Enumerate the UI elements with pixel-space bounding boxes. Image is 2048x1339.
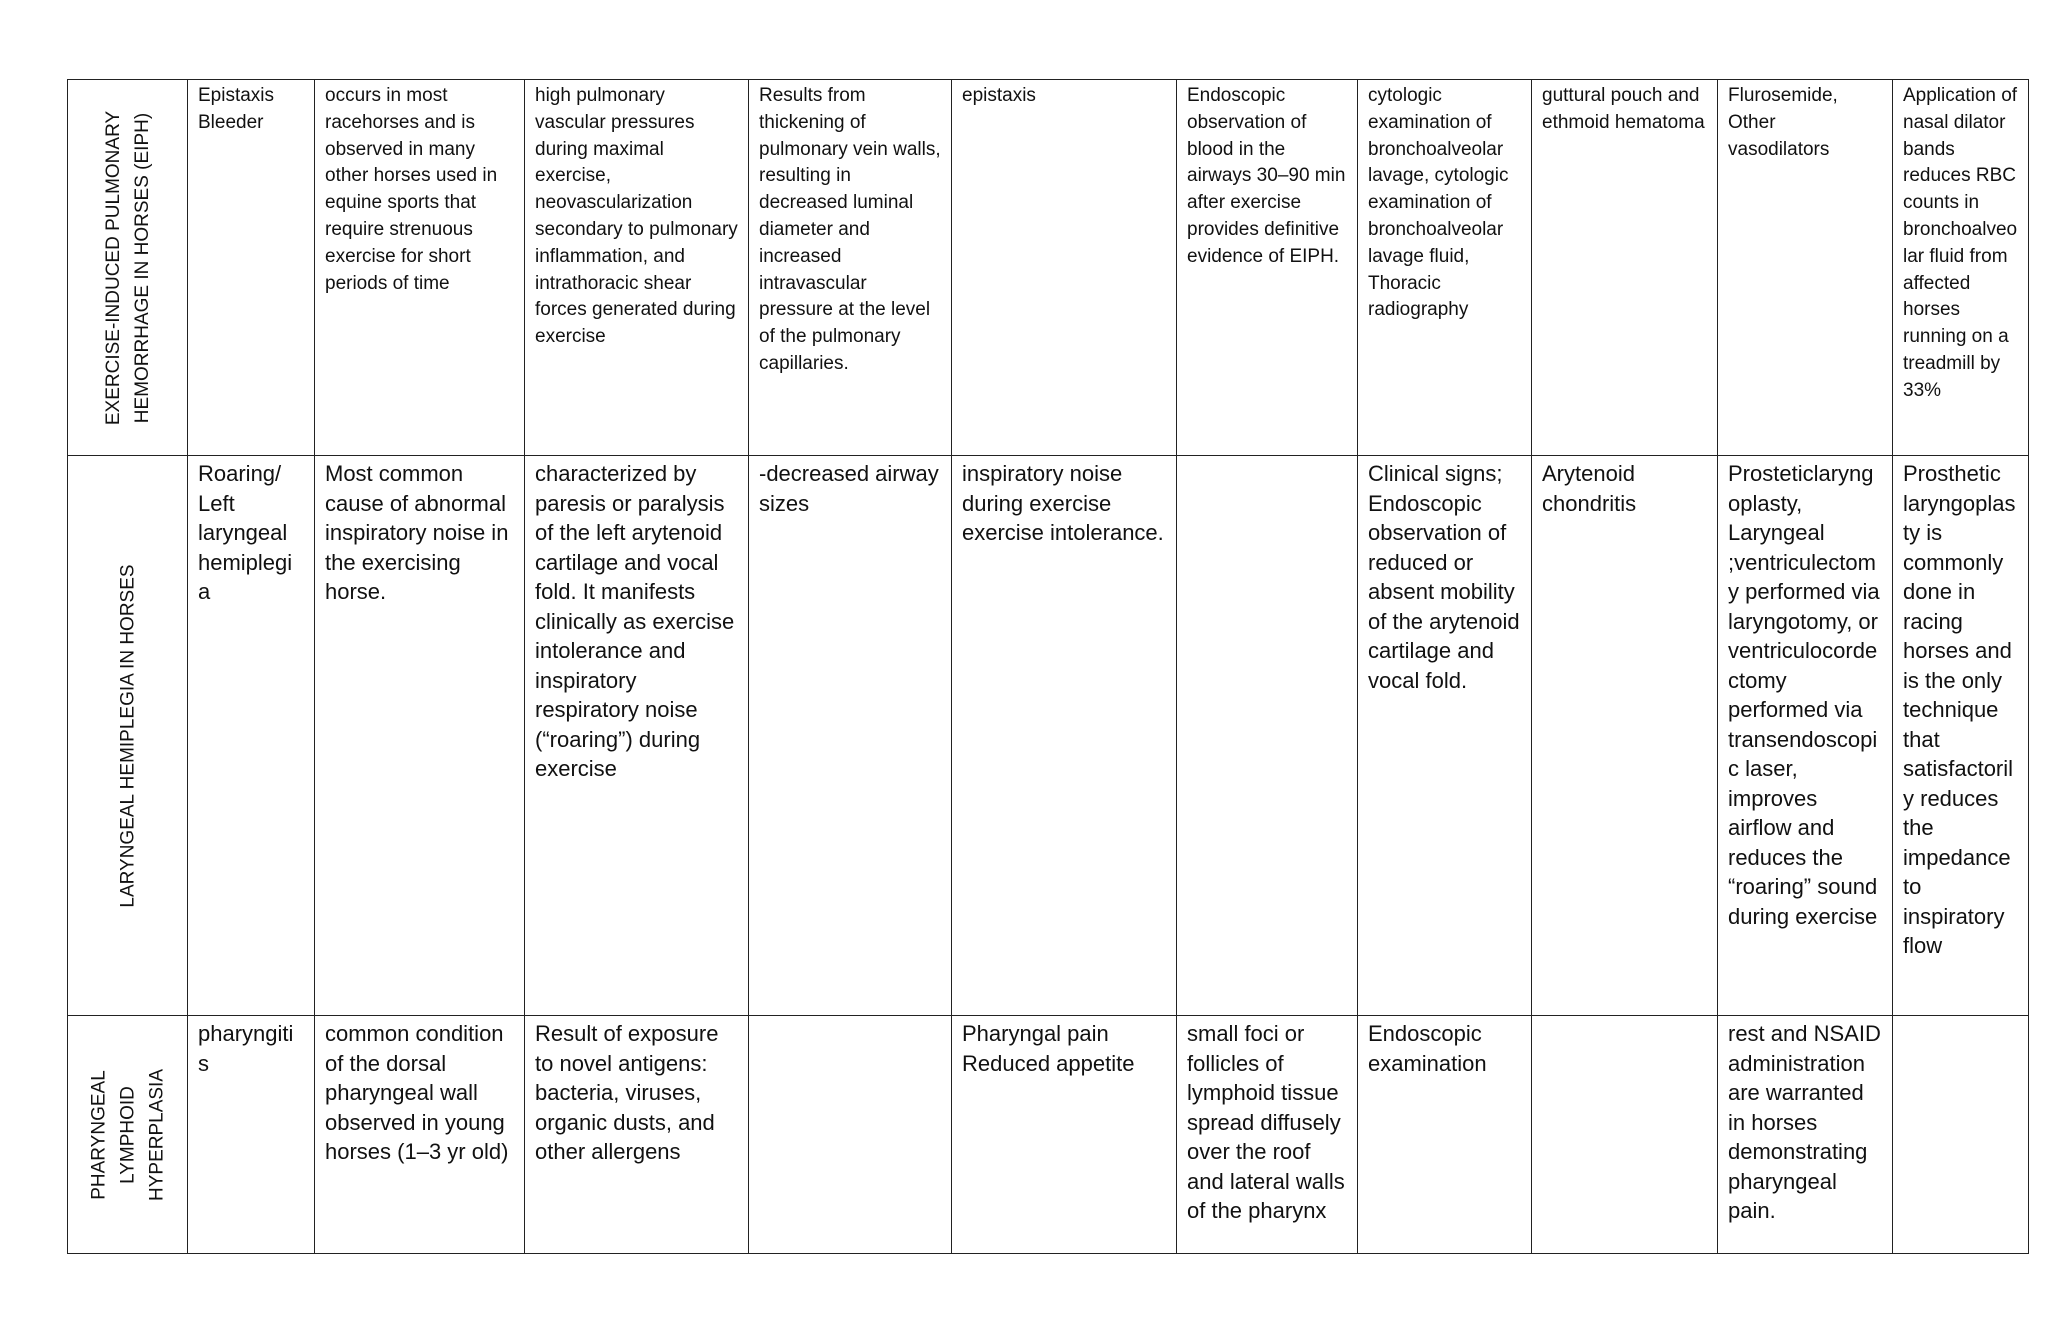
common-name-cell: Epistaxis Bleeder — [188, 80, 315, 456]
diagnosis-cell: Clinical signs; Endoscopic observation of reduced or absent mobility of the arytenoid cartilage and vocal fold. — [1358, 456, 1532, 1016]
treatment-cell: rest and NSAID administration are warranted in horses demonstrating pharyngeal pain. — [1718, 1016, 1893, 1254]
disease-name-cell — [68, 1016, 188, 1254]
common-name-cell: pharyngitis — [188, 1016, 315, 1254]
etiology-cell: characterized by paresis or paralysis of the left arytenoid cartilage and vocal fold. It manifests clinically as exercise intolerance and inspiratory respiratory noise (“roaring”) during exercise — [525, 456, 749, 1016]
treatment-cell: Prosteticlaryngoplasty, Laryngeal ;ventriculectomy performed via laryngotomy, or ventriculocordectomy performed via transendoscopic laser, improves airflow and reduces the “roaring” sound during exercise — [1718, 456, 1893, 1016]
control-cell — [1893, 1016, 2029, 1254]
disease-name: PHARYNGEAL LYMPHOID HYPERPLASIA — [88, 1068, 167, 1201]
pathogenesis-cell: Results from thickening of pulmonary vein walls, resulting in decreased luminal diameter and increased intravascular pressure at the level of the pulmonary capillaries. — [749, 80, 952, 456]
clinical-signs-cell: inspiratory noise during exercise exercise intolerance. — [952, 456, 1177, 1016]
clinical-signs-cell: epistaxis — [952, 80, 1177, 456]
treatment-cell: Flurosemide, Other vasodilators — [1718, 80, 1893, 456]
control-cell: Application of nasal dilator bands reduces RBC counts in bronchoalveolar fluid from affected horses running on a treadmill by 33% — [1893, 80, 2029, 456]
table-row-pharyngeal-hyperplasia — [68, 1016, 2029, 1254]
differential-cell: Arytenoid chondritis — [1532, 456, 1718, 1016]
disease-table — [67, 79, 2029, 1254]
lesions-cell: small foci or follicles of lymphoid tissue spread diffusely over the roof and lateral walls of the pharynx — [1177, 1016, 1358, 1254]
disease-name-cell — [68, 80, 188, 456]
occurrence-cell: Most common cause of abnormal inspiratory noise in the exercising horse. — [315, 456, 525, 1016]
occurrence-cell: common condition of the dorsal pharyngeal wall observed in young horses (1–3 yr old) — [315, 1016, 525, 1254]
diagnosis-cell: cytologic examination of bronchoalveolar lavage, cytologic examination of bronchoalveolar lavage fluid, Thoracic radiography — [1358, 80, 1532, 456]
common-name-cell: Roaring/ Left laryngeal hemiplegia — [188, 456, 315, 1016]
table-row-laryngeal-hemiplegia — [68, 456, 2029, 1016]
control-cell: Prosthetic laryngoplasty is commonly done in racing horses and is the only technique that satisfactorily reduces the impedance to inspiratory flow — [1893, 456, 2029, 1016]
disease-name-cell — [68, 456, 188, 1016]
table-row-eiph — [68, 80, 2029, 456]
occurrence-cell: occurs in most racehorses and is observed in many other horses used in equine sports that require strenuous exercise for short periods of time — [315, 80, 525, 456]
etiology-cell: high pulmonary vascular pressures during maximal exercise, neovascularization secondary to pulmonary inflammation, and intrathoracic shear forces generated during exercise — [525, 80, 749, 456]
pathogenesis-cell: -decreased airway sizes — [749, 456, 952, 1016]
diagnosis-cell: Endoscopic examination — [1358, 1016, 1532, 1254]
etiology-cell: Result of exposure to novel antigens: bacteria, viruses, organic dusts, and other allergens — [525, 1016, 749, 1254]
differential-cell — [1532, 1016, 1718, 1254]
disease-name: EXERCISE-INDUCED PULMONARY HEMORRHAGE IN HORSES (EIPH) — [102, 110, 153, 425]
disease-name: LARYNGEAL HEMIPLEGIA IN HORSES — [117, 563, 138, 908]
lesions-cell: Endoscopic observation of blood in the airways 30–90 min after exercise provides definitive evidence of EIPH. — [1177, 80, 1358, 456]
differential-cell: guttural pouch and ethmoid hematoma — [1532, 80, 1718, 456]
pathogenesis-cell — [749, 1016, 952, 1254]
lesions-cell — [1177, 456, 1358, 1016]
clinical-signs-cell: Pharyngal pain Reduced appetite — [952, 1016, 1177, 1254]
